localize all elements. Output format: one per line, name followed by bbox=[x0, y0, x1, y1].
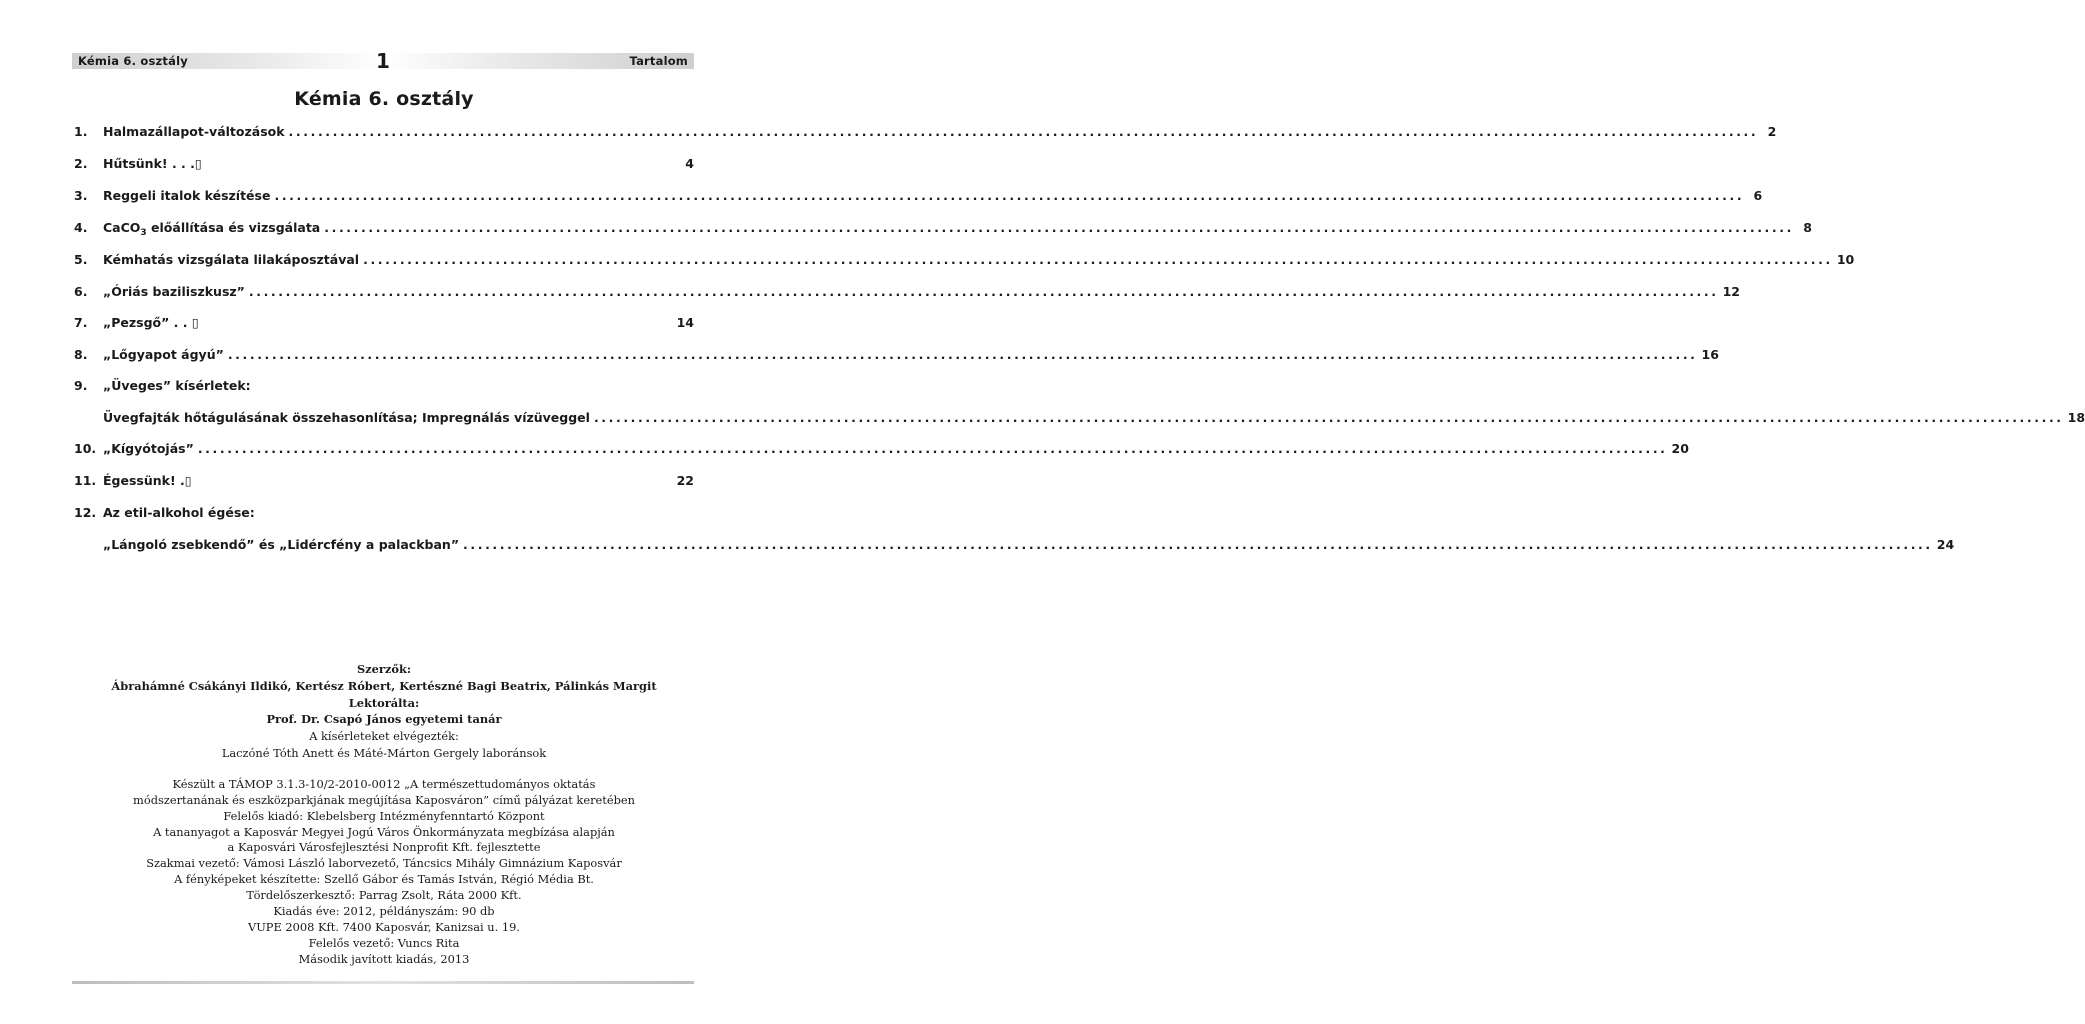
page-title: Kémia 6. osztály bbox=[294, 88, 474, 110]
toc-item-number: 9. bbox=[74, 378, 88, 393]
toc-item-label: Hűtsünk! . . .▯ bbox=[103, 156, 202, 171]
toc-item-number: 3. bbox=[74, 188, 88, 203]
credits-block bbox=[0, 661, 768, 968]
formula-text: CaCO bbox=[103, 220, 141, 235]
toc-item-label: „Lőgyapot ágyú” bbox=[103, 347, 224, 362]
header-section-title: Tartalom bbox=[629, 54, 688, 68]
toc-item[interactable] bbox=[74, 154, 694, 174]
toc-item-label: „Óriás baziliszkusz” bbox=[103, 284, 245, 299]
toc-item[interactable] bbox=[74, 122, 1777, 142]
production-line: Második javított kiadás, 2013 bbox=[298, 951, 470, 966]
toc-item[interactable] bbox=[74, 250, 1855, 270]
toc-item-label: Üvegfajták hőtágulásának összehasonlítása; Impregnálás vízüveggel bbox=[103, 410, 590, 425]
toc-leader-dots: ........................................................................................................................................................................................................ bbox=[288, 124, 1759, 139]
toc-item-label: Az etil-alkohol égése: bbox=[103, 505, 255, 520]
toc-item-page: 6 bbox=[1753, 188, 1763, 203]
toc-item-label: Égessünk! .▯ bbox=[103, 473, 192, 488]
reviewer-name: Prof. Dr. Csapó János egyetemi tanár bbox=[266, 712, 502, 727]
toc-item-page: 8 bbox=[1803, 220, 1812, 235]
toc-item[interactable] bbox=[74, 503, 694, 523]
toc-item-page: 22 bbox=[676, 473, 694, 488]
toc-item[interactable] bbox=[74, 218, 1812, 238]
toc-item-page: 20 bbox=[1671, 441, 1689, 456]
production-info bbox=[0, 777, 768, 968]
toc-item-number: 8. bbox=[74, 347, 88, 362]
production-line: módszertanának és eszközparkjának megújítása Kaposváron” című pályázat keretében bbox=[133, 792, 635, 807]
toc-item-page: 12 bbox=[1722, 284, 1741, 299]
toc-leader-dots: ........................................................................................................................................................................................................ bbox=[227, 347, 1698, 362]
toc-item-page: 16 bbox=[1701, 347, 1719, 362]
toc-item-label: „Kígyótojás” bbox=[103, 441, 194, 456]
production-line: A tananyagot a Kaposvár Megyei Jogú Város Önkormányzata megbízása alapján bbox=[153, 824, 615, 839]
toc-item-label: „Lángoló zsebkendő” és „Lidércfény a palackban” bbox=[103, 537, 460, 552]
toc-item-page: 14 bbox=[676, 315, 694, 330]
toc-leader-dots: ........................................................................................................................................................................................................ bbox=[324, 220, 1794, 235]
toc-item-label: Reggeli italok készítése bbox=[103, 188, 271, 203]
toc-item-label: „Üveges” kísérletek: bbox=[103, 378, 251, 393]
toc-item[interactable] bbox=[74, 186, 1763, 206]
toc-item-page: 18 bbox=[2067, 410, 2085, 425]
toc-leader-dots: ........................................................................................................................................................................................................ bbox=[363, 252, 1833, 267]
formula-subscript: 3 bbox=[140, 228, 147, 238]
production-line: Felelős kiadó: Klebelsberg Intézményfenntartó Központ bbox=[223, 808, 545, 823]
label-rest: előállítása és vizsgálata bbox=[146, 220, 321, 235]
toc-item-number: 5. bbox=[74, 252, 88, 267]
toc-leader-dots: ........................................................................................................................................................................................................ bbox=[197, 441, 1668, 456]
production-line: Készült a TÁMOP 3.1.3-10/2-2010-0012 „A természettudományos oktatás bbox=[172, 776, 596, 791]
toc-item-label: Kémhatás vizsgálata lilakáposztával bbox=[103, 252, 360, 267]
toc-item-number: 11. bbox=[74, 473, 97, 488]
toc-leader-dots: ........................................................................................................................................................................................................ bbox=[274, 188, 1745, 203]
toc-item[interactable] bbox=[74, 282, 1741, 302]
toc-item[interactable] bbox=[74, 439, 1689, 459]
production-line: A fényképeket készítette: Szellő Gábor és Tamás István, Régió Média Bt. bbox=[174, 872, 594, 887]
toc-item-label bbox=[103, 218, 320, 238]
toc-item[interactable] bbox=[74, 345, 1719, 365]
toc-item-page: 24 bbox=[1936, 537, 1955, 552]
production-line: Szakmai vezető: Vámosi László laborvezető, Táncsics Mihály Gimnázium Kaposvár bbox=[146, 856, 622, 871]
toc-item[interactable] bbox=[74, 376, 694, 396]
toc-item[interactable] bbox=[74, 408, 2085, 428]
toc-item-number: 2. bbox=[74, 156, 88, 171]
toc-item-page: 4 bbox=[685, 156, 694, 171]
header-book-title: Kémia 6. osztály bbox=[78, 54, 188, 68]
production-line: Felelős vezető: Vuncs Rita bbox=[308, 935, 460, 950]
authors-names: Ábrahámné Csákányi Ildikó, Kertész Róbert, Kertészné Bagi Beatrix, Pálinkás Margit bbox=[111, 678, 657, 693]
toc-leader-dots: ........................................................................................................................................................................................................ bbox=[463, 537, 1933, 552]
toc-leader-dots: ........................................................................................................................................................................................................ bbox=[248, 284, 1719, 299]
footer-rule bbox=[72, 981, 694, 984]
toc-item-number: 6. bbox=[74, 284, 88, 299]
production-line: a Kaposvári Városfejlesztési Nonprofit Kft. fejlesztette bbox=[227, 840, 541, 855]
toc-item[interactable] bbox=[74, 313, 694, 333]
toc-item-label: Halmazállapot-változások bbox=[103, 124, 285, 139]
production-line: Kiadás éve: 2012, példányszám: 90 db bbox=[273, 904, 495, 919]
toc-item-number: 4. bbox=[74, 220, 88, 235]
experiments-names: Laczóné Tóth Anett és Máté-Márton Gergely laboránsok bbox=[221, 745, 547, 760]
production-line: VUPE 2008 Kft. 7400 Kaposvár, Kanizsai u. 19. bbox=[247, 919, 521, 934]
toc-item-number: 12. bbox=[74, 505, 97, 520]
toc-item-number: 7. bbox=[74, 315, 88, 330]
toc-item-page: 2 bbox=[1767, 124, 1777, 139]
toc-item[interactable] bbox=[74, 535, 1955, 555]
toc-leader-dots: ........................................................................................................................................................................................................ bbox=[593, 410, 2064, 425]
toc-item[interactable] bbox=[74, 471, 694, 491]
production-line: Tördelőszerkesztő: Parrag Zsolt, Ráta 2000 Kft. bbox=[246, 888, 522, 903]
running-header bbox=[72, 49, 694, 73]
authors-heading: Szerzők: bbox=[356, 662, 412, 676]
toc-item-label: „Pezsgő” . . ▯ bbox=[103, 315, 199, 330]
reviewer-heading: Lektorálta: bbox=[348, 695, 420, 710]
toc-item-page: 10 bbox=[1836, 252, 1855, 267]
experiments-heading: A kísérleteket elvégezték: bbox=[309, 729, 459, 744]
header-page-number: 1 bbox=[376, 49, 390, 73]
toc-item-number: 1. bbox=[74, 124, 88, 139]
toc-item-number: 10. bbox=[74, 441, 97, 456]
